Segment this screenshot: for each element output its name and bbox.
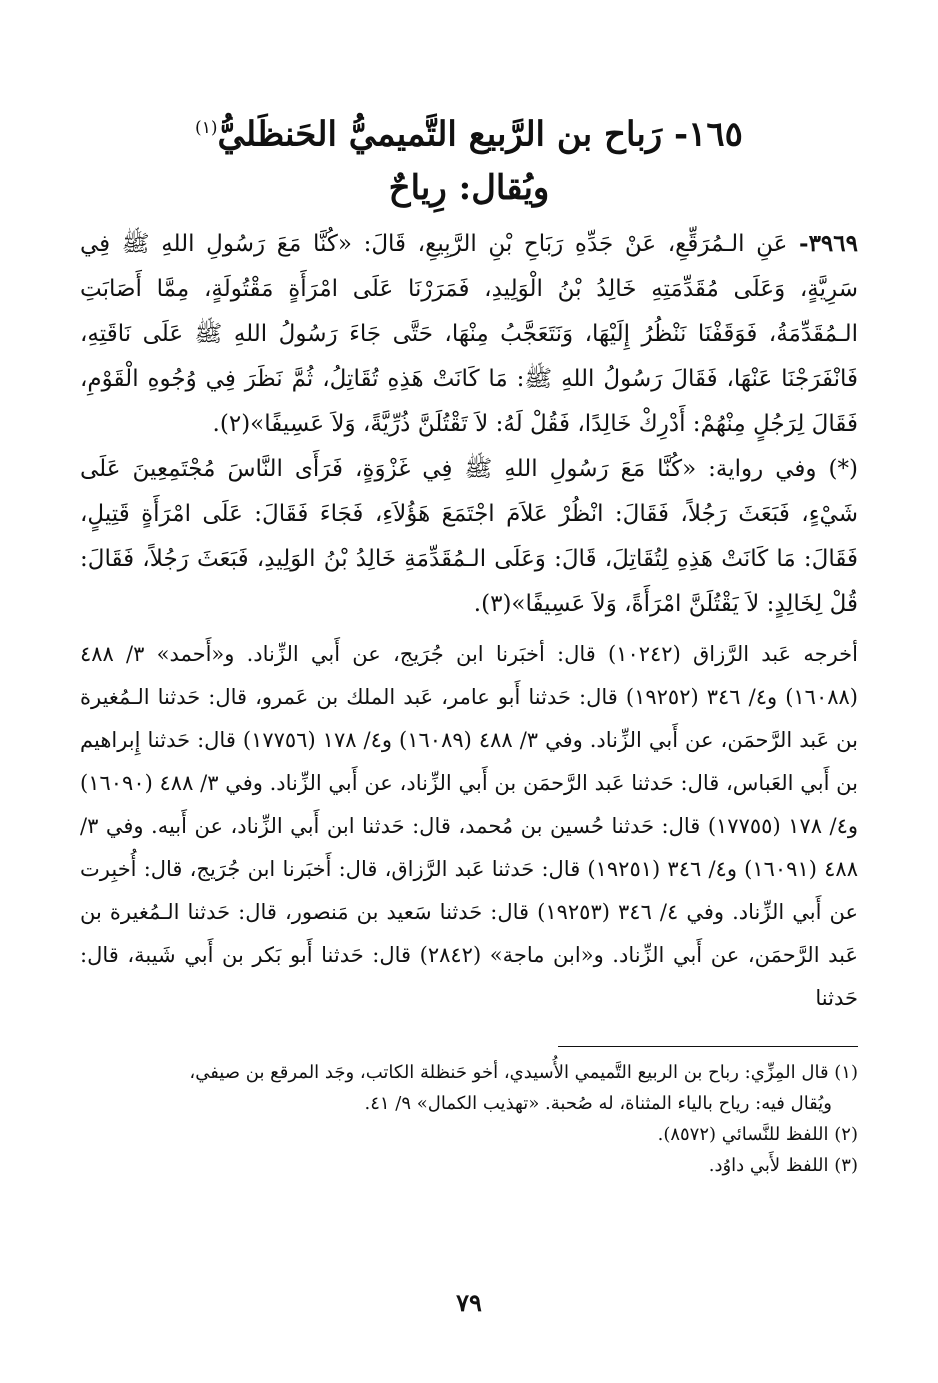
- hadith-text: عَنِ الـمُرَقِّعِ، عَنْ جَدِّهِ رَبَاحِ بْنِ الرَّبِيعِ، قَالَ: «كُنَّا مَعَ رَسُولِ اللهِ ﷺ فِي سَرِيَّةٍ، وَعَلَى مُقَدِّمَتِهِ خَالِدُ بْنُ الْوَلِيدِ، فَمَرَرْنَا عَلَى امْرَأَةٍ مَقْتُولَةٍ، مِمَّا أَصَابَتِ الـمُقَدِّمَةُ، فَوَقَفْنَا نَنْظُرُ إِلَيْهَا، وَنَتَعَجَّبُ مِنْهَا، حَتَّى جَاءَ رَسُولُ اللهِ ﷺ عَلَى نَاقَتِهِ، فَانْفَرَجْنَا عَنْهَا، فَقَالَ رَسُولُ اللهِ ﷺ: مَا كَانَتْ هَذِهِ تُقَاتِلُ، ثُمَّ نَظَرَ فِي وُجُوهِ الْقَوْمِ، فَقَالَ لِرَجُلٍ مِنْهُمْ: أَدْرِكْ خَالِدًا، فَقُلْ لَهُ: لاَ تَقْتُلَنَّ ذُرِّيَّةً، وَلاَ عَسِيفًا»(٢).: [80, 231, 858, 438]
- footnote-ref-1[interactable]: (١): [195, 118, 218, 138]
- hadith-paragraph: [80, 221, 858, 447]
- alternate-narration: (*) وفي رواية: «كُنَّا مَعَ رَسُولِ اللهِ ﷺ فِي غَزْوَةٍ، فَرَأَى النَّاسَ مُجْتَمِعِينَ عَلَى شَيْءٍ، فَبَعَثَ رَجُلاً، فَقَالَ: انْظُرْ عَلاَمَ اجْتَمَعَ هَؤُلاَءِ، فَجَاءَ فَقَالَ: عَلَى امْرَأَةٍ قَتِيلٍ، فَقَالَ: مَا كَانَتْ هَذِهِ لِتُقَاتِلَ، قَالَ: وَعَلَى الـمُقَدِّمَةِ خَالِدُ بْنُ الوَلِيدِ، فَبَعَثَ رَجُلاً، فَقَالَ: قُلْ لِخَالِدٍ: لاَ يَقْتُلَنَّ امْرَأَةً، وَلاَ عَسِيفًا»(٣).: [80, 456, 858, 618]
- footnotes: [80, 1057, 858, 1181]
- footnote-separator: [558, 1046, 858, 1047]
- footnote-1-line2: ويُقال فيه: رياح بالياء المثناة، له صُحبة. «تهذيب الكمال» ٩/ ٤١.: [364, 1093, 832, 1115]
- takhrij-paragraph: أخرجه عَبد الرَّزاق (١٠٢٤٢) قال: أخبَرنا ابن جُرَيج، عن أَبي الزِّناد. و«أَحمد» ٣/ ٤٨٨ (١٦٠٨٨) و٤/ ٣٤٦ (١٩٢٥٢) قال: حَدثنا أَبو عامر، عَبد الملك بن عَمرو، قال: حَدثنا الـمُغيرة بن عَبد الرَّحمَن، عن أَبي الزِّناد. وفي ٣/ ٤٨٨ (١٦٠٨٩) و٤/ ١٧٨ (١٧٧٥٦) قال: حَدثنا إِبراهيم بن أَبي العَباس، قال: حَدثنا عَبد الرَّحمَن بن أَبي الزِّناد، عن أَبي الزِّناد. وفي ٣/ ٤٨٨ (١٦٠٩٠) و٤/ ١٧٨ (١٧٧٥٥) قال: حَدثنا حُسين بن مُحمد، قال: حَدثنا ابن أَبي الزِّناد، عن أَبيه. وفي ٣/ ٤٨٨ (١٦٠٩١) و٤/ ٣٤٦ (١٩٢٥١) قال: حَدثنا عَبد الرَّزاق، قال: أَخبَرنا ابن جُرَيج، قال: أُخبِرت عن أَبي الزِّناد. وفي ٤/ ٣٤٦ (١٩٢٥٣) قال: حَدثنا سَعيد بن مَنصور، قال: حَدثنا الـمُغيرة بن عَبد الرَّحمَن، عن أَبي الزِّناد. و«ابن ماجة» (٢٨٤٢) قال: حَدثنا أَبو بَكر بن أَبي شَيبة، قال: حَدثنا: [80, 642, 858, 1011]
- hadith-number: ٣٩٦٩-: [799, 230, 858, 258]
- footnote-3: (٣) اللفظ لأَبي داوُد.: [708, 1155, 858, 1177]
- entry-title-text: ١٦٥- رَباح بن الرَّبيع التَّميميُّ الحَنظَليُّ: [217, 114, 743, 155]
- entry-subtitle: ويُقال: رِياحٌ: [388, 168, 550, 209]
- page-number: ٧٩: [456, 1288, 482, 1317]
- footnote-1: [80, 1057, 858, 1119]
- footnote-1-line1: (١) قال المِزِّي: رباح بن الربيع التَّميمي الأُسيدي، أخو حَنظلة الكاتب، وجَد المرقع بن صيفي،: [189, 1062, 858, 1084]
- entry-title: [80, 101, 858, 161]
- footnote-2: (٢) اللفظ للنَّسائي (٨٥٧٢).: [657, 1124, 858, 1146]
